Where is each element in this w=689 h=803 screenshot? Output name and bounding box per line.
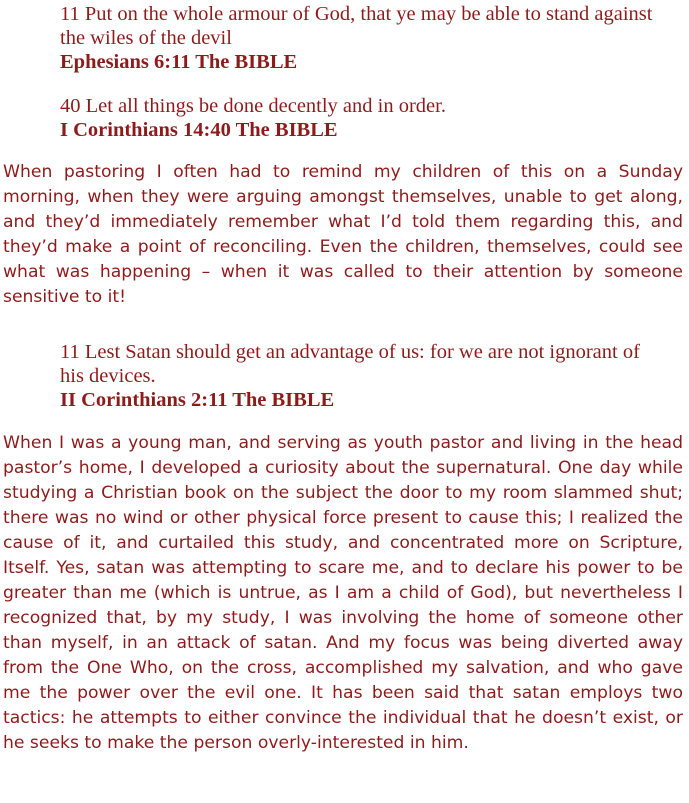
- verse-reference: Ephesians 6:11 The BIBLE: [60, 51, 298, 73]
- verse-reference: II Corinthians 2:11 The BIBLE: [60, 389, 335, 411]
- verse-text: 11 Put on the whole armour of God, that ye may be able to stand against the wiles of the devil: [60, 3, 653, 49]
- verse-reference: I Corinthians 14:40 The BIBLE: [60, 119, 338, 141]
- scripture-quote-ephesians: [60, 2, 660, 74]
- scripture-quote-corinthians-2: [60, 340, 660, 412]
- commentary-paragraph-1: When pastoring I often had to remind my children of this on a Sunday morning, when they were arguing amongst themselves, unable to get along, and they’d immediately remember what I’d told them regarding this, and they’d make a point of reconciling. Even the children, themselves, could see what was happening – when it was called to their attention by someone sensitive to it!: [3, 162, 683, 307]
- verse-text: 11 Lest Satan should get an advantage of us: for we are not ignorant of his devices.: [60, 341, 640, 387]
- commentary-paragraph-2: When I was a young man, and serving as youth pastor and living in the head pastor’s home, I developed a curiosity about the supernatural. One day while studying a Christian book on the subject the door to my room slammed shut; there was no wind or other physical force present to cause this; I realized the cause of it, and curtailed this study, and concentrated more on Scripture, Itself. Yes, satan was attempting to scare me, and to declare his power to be greater than me (which is untrue, as I am a child of God), but nevertheless I recognized that, by my study, I was involving the home of someone other than myself, in an attack of satan. And my focus was being diverted away from the One Who, on the cross, accomplished my salvation, and who gave me the power over the evil one. It has been said that satan employs two tactics: he attempts to either convince the individual that he doesn’t exist, or he seeks to make the person overly-interested in him.: [3, 433, 683, 753]
- scripture-quote-corinthians-1: [60, 94, 660, 142]
- verse-text: 40 Let all things be done decently and in order.: [60, 95, 446, 117]
